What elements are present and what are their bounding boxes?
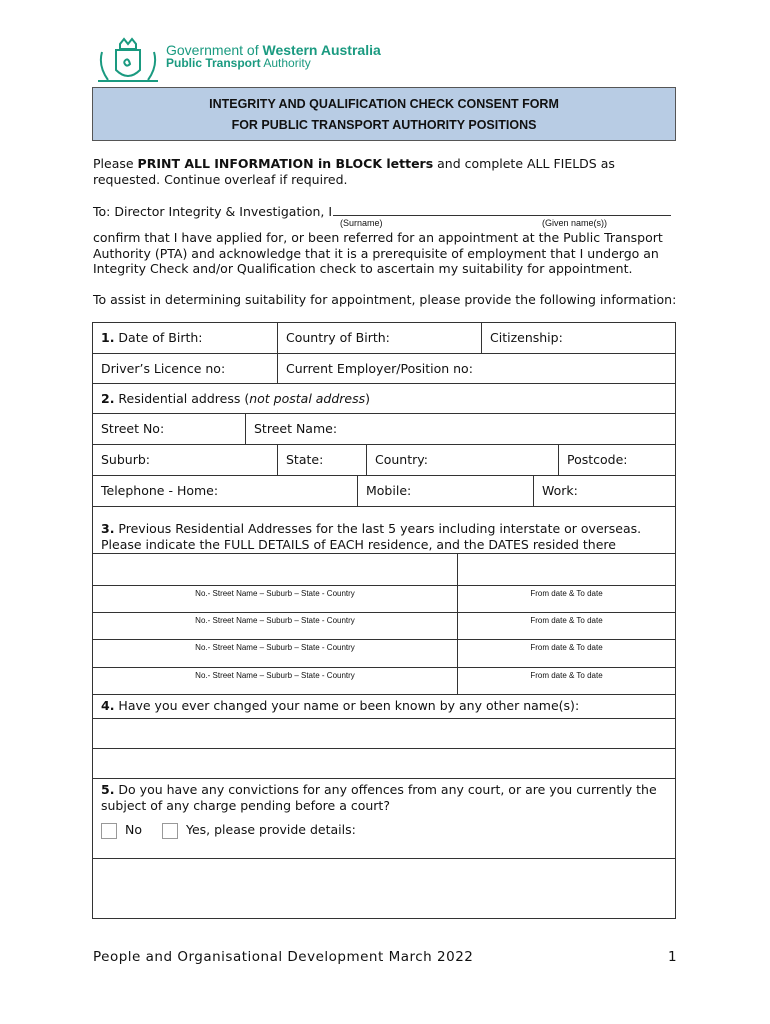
form-title-line2: FOR PUBLIC TRANSPORT AUTHORITY POSITIONS bbox=[231, 118, 537, 132]
logo-text-line2: Public Transport Authority bbox=[166, 56, 311, 70]
previous-address-input[interactable]: No.- Street Name – Suburb – State - Country bbox=[92, 612, 458, 640]
footer-text: People and Organisational Development March 2022 bbox=[93, 949, 474, 965]
country-of-birth-field[interactable]: Country of Birth: bbox=[277, 322, 482, 354]
work-phone-field[interactable]: Work: bbox=[533, 475, 676, 507]
citizenship-field[interactable]: Citizenship: bbox=[481, 322, 676, 354]
convictions-details-input[interactable] bbox=[92, 858, 676, 919]
wa-coat-of-arms-logo bbox=[94, 36, 162, 84]
previous-address-input[interactable]: No.- Street Name – Suburb – State - Country bbox=[92, 667, 458, 695]
convictions-section: 5. Do you have any convictions for any offences from any court, or are you currently the subject of any charge pending before a court? No Yes, please provide details: bbox=[92, 778, 676, 859]
other-names-input[interactable] bbox=[92, 748, 676, 779]
licence-field[interactable]: Driver’s Licence no: bbox=[92, 353, 278, 384]
street-name-field[interactable]: Street Name: bbox=[245, 413, 676, 445]
name-input-line[interactable] bbox=[333, 200, 671, 216]
confirm-text: confirm that I have applied for, or been referred for an appointment at the Public Transport Authority (PTA) and acknowledge that it is a prerequisite of employment that I undergo an Integrity Check and/or Qualification check to ascertain my suitability for appointment. bbox=[93, 230, 663, 276]
yes-checkbox[interactable] bbox=[162, 823, 178, 839]
page-number: 1 bbox=[668, 949, 677, 965]
given-name-caption: (Given name(s)) bbox=[542, 218, 608, 228]
previous-addresses-heading: 3. Previous Residential Addresses for the last 5 years including interstate or overseas. Please indicate the FULL DETAILS of EACH residence, and the DATES resided there bbox=[92, 506, 676, 554]
previous-address-input[interactable]: No.- Street Name – Suburb – State - Country bbox=[92, 585, 458, 613]
no-checkbox[interactable] bbox=[101, 823, 117, 839]
country-field[interactable]: Country: bbox=[366, 444, 559, 476]
no-label: No bbox=[125, 822, 142, 837]
previous-dates-input[interactable]: From date & To date bbox=[457, 585, 676, 613]
previous-address-input[interactable] bbox=[92, 553, 458, 586]
logo-text-line1: Government of Western Australia bbox=[166, 42, 381, 58]
telephone-home-field[interactable]: Telephone - Home: bbox=[92, 475, 358, 507]
previous-dates-input[interactable]: From date & To date bbox=[457, 667, 676, 695]
postcode-field[interactable]: Postcode: bbox=[558, 444, 676, 476]
dob-field[interactable]: 1. Date of Birth: bbox=[92, 322, 278, 354]
mobile-field[interactable]: Mobile: bbox=[357, 475, 534, 507]
surname-caption: (Surname) bbox=[340, 218, 383, 228]
to-label: To: Director Integrity & Investigation, I bbox=[93, 204, 333, 219]
previous-address-input[interactable]: No.- Street Name – Suburb – State - Country bbox=[92, 639, 458, 668]
other-names-heading: 4. Have you ever changed your name or been known by any other name(s): bbox=[92, 694, 676, 719]
employer-field[interactable]: Current Employer/Position no: bbox=[277, 353, 676, 384]
state-field[interactable]: State: bbox=[277, 444, 367, 476]
yes-label: Yes, please provide details: bbox=[185, 822, 356, 837]
previous-dates-input[interactable]: From date & To date bbox=[457, 612, 676, 640]
form-title-box bbox=[92, 87, 676, 141]
previous-dates-input[interactable] bbox=[457, 553, 676, 586]
assist-text: To assist in determining suitability for appointment, please provide the following information: bbox=[93, 292, 677, 307]
form-title-line1: INTEGRITY AND QUALIFICATION CHECK CONSENT FORM bbox=[209, 97, 559, 111]
suburb-field[interactable]: Suburb: bbox=[92, 444, 278, 476]
street-no-field[interactable]: Street No: bbox=[92, 413, 246, 445]
intro-text: Please PRINT ALL INFORMATION in BLOCK letters and complete ALL FIELDS as requested. Continue overleaf if required. bbox=[93, 156, 615, 187]
other-names-input[interactable] bbox=[92, 718, 676, 749]
previous-dates-input[interactable]: From date & To date bbox=[457, 639, 676, 668]
residential-address-heading: 2. Residential address (not postal address) bbox=[92, 383, 676, 414]
